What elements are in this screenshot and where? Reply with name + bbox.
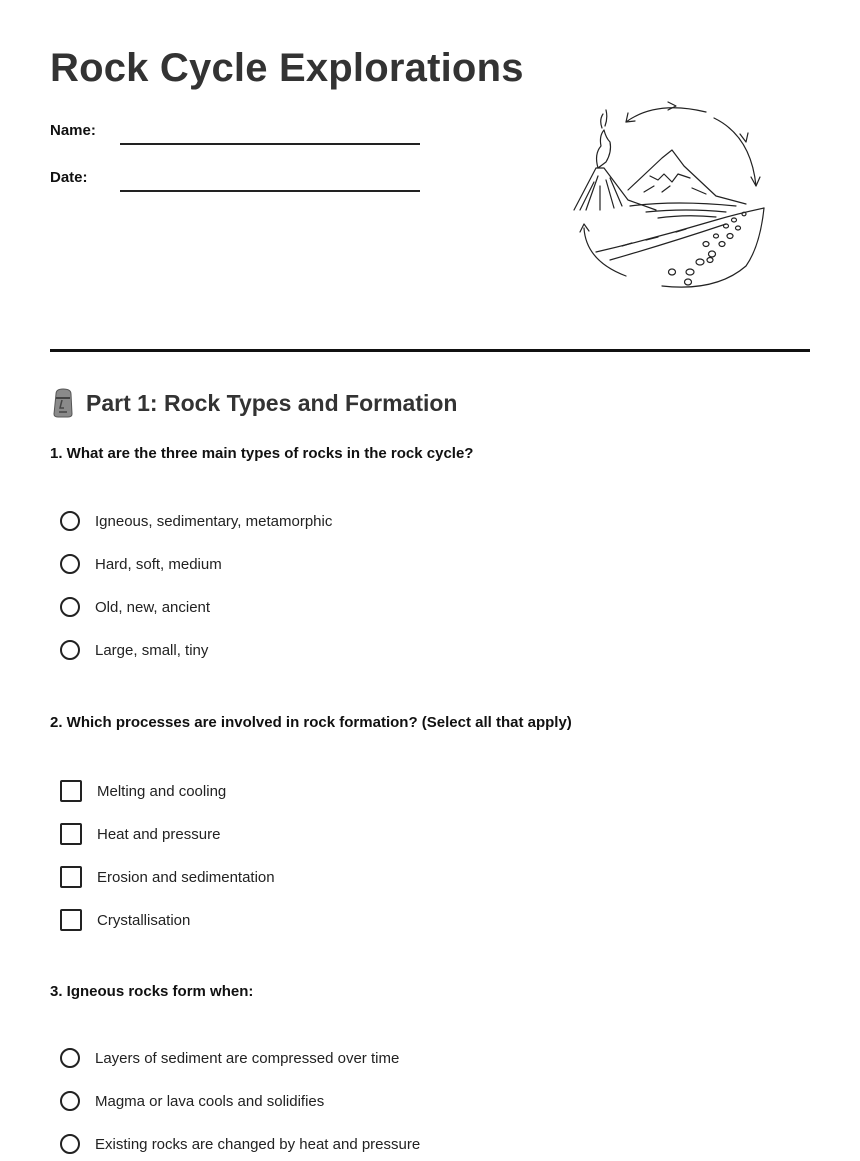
checkbox[interactable] <box>60 909 82 931</box>
option-label: Heat and pressure <box>97 825 221 843</box>
option-label: Magma or lava cools and solidifies <box>95 1092 325 1110</box>
radio-button[interactable] <box>60 1048 80 1068</box>
q3-option-2[interactable] <box>60 1091 324 1111</box>
date-label: Date: <box>50 169 88 186</box>
option-label: Layers of sediment are compressed over time <box>95 1049 400 1067</box>
option-label: Old, new, ancient <box>95 598 211 616</box>
name-input-line[interactable] <box>120 143 420 145</box>
option-label: Erosion and sedimentation <box>97 868 275 886</box>
q2-option-4[interactable] <box>60 909 190 931</box>
section-heading <box>50 388 457 418</box>
option-label: Large, small, tiny <box>95 641 209 659</box>
radio-button[interactable] <box>60 1134 80 1154</box>
date-field[interactable] <box>50 169 420 186</box>
q2-option-3[interactable] <box>60 866 275 888</box>
question-2-text: 2. Which processes are involved in rock formation? (Select all that apply) <box>50 714 572 731</box>
q1-option-1[interactable] <box>60 511 332 531</box>
rock-cycle-illustration-icon <box>566 96 772 296</box>
page-title: Rock Cycle Explorations <box>50 46 524 90</box>
checkbox[interactable] <box>60 823 82 845</box>
q3-option-3[interactable] <box>60 1134 420 1154</box>
radio-button[interactable] <box>60 554 80 574</box>
option-label: Melting and cooling <box>97 782 227 800</box>
option-label: Existing rocks are changed by heat and pressure <box>95 1135 421 1153</box>
option-label: Crystallisation <box>97 911 191 929</box>
radio-button[interactable] <box>60 640 80 660</box>
option-label: Hard, soft, medium <box>95 555 222 573</box>
radio-button[interactable] <box>60 597 80 617</box>
q3-option-1[interactable] <box>60 1048 399 1068</box>
q2-option-2[interactable] <box>60 823 220 845</box>
checkbox[interactable] <box>60 780 82 802</box>
name-field[interactable] <box>50 122 420 139</box>
radio-button[interactable] <box>60 1091 80 1111</box>
section-title-text: Part 1: Rock Types and Formation <box>86 389 458 416</box>
radio-button[interactable] <box>60 511 80 531</box>
q1-option-4[interactable] <box>60 640 208 660</box>
option-label: Igneous, sedimentary, metamorphic <box>95 512 333 530</box>
q1-option-2[interactable] <box>60 554 222 574</box>
q2-option-1[interactable] <box>60 780 226 802</box>
date-input-line[interactable] <box>120 190 420 192</box>
section-divider <box>50 349 810 352</box>
question-1-text: 1. What are the three main types of rocks in the rock cycle? <box>50 445 474 462</box>
question-3-text: 3. Igneous rocks form when: <box>50 983 254 1000</box>
moai-emoji-icon <box>50 388 76 418</box>
name-label: Name: <box>50 122 96 139</box>
q1-option-3[interactable] <box>60 597 210 617</box>
checkbox[interactable] <box>60 866 82 888</box>
